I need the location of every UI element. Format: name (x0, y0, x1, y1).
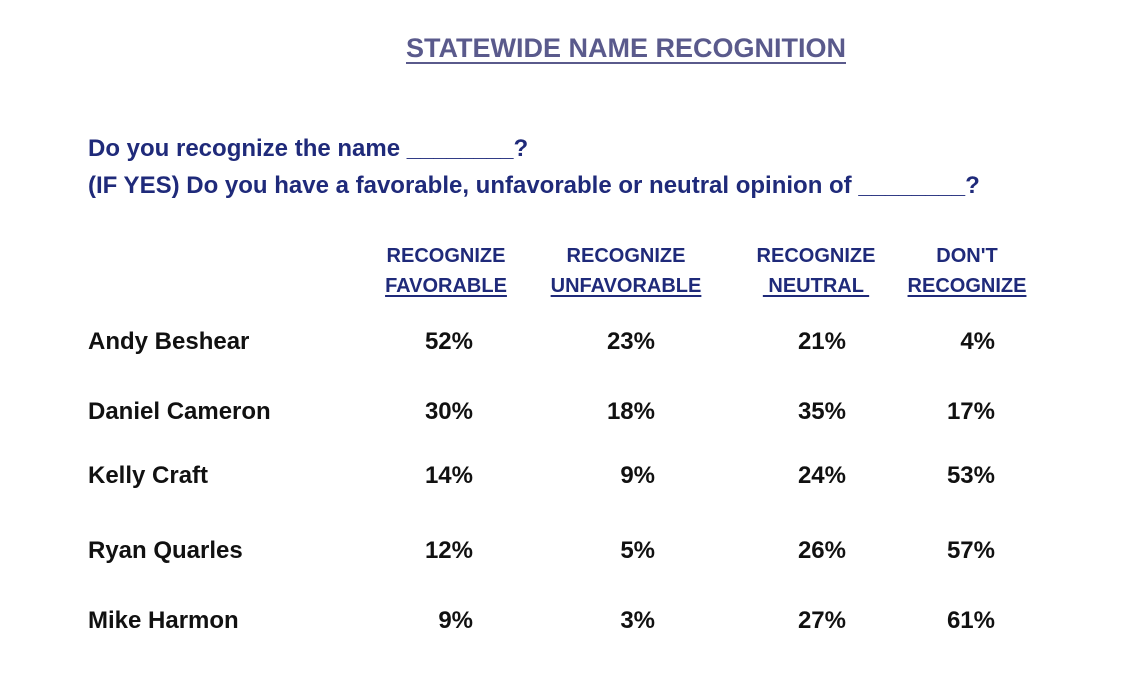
unfavorable-value: 23% (606, 328, 655, 355)
favorable-value: 52% (424, 328, 473, 355)
candidate-name: Daniel Cameron (88, 398, 271, 425)
column-header-recognize-favorable (366, 241, 526, 301)
favorable-value: 12% (424, 537, 473, 564)
neutral-value: 27% (797, 607, 846, 634)
column-header-line1: RECOGNIZE (566, 245, 686, 267)
column-header-line2: NEUTRAL (762, 275, 870, 297)
dont-recognize-value: 61% (946, 607, 995, 634)
column-header-line2: RECOGNIZE (907, 275, 1027, 297)
unfavorable-value: 18% (606, 398, 655, 425)
table-row (0, 462, 1140, 496)
column-header-line2: UNFAVORABLE (550, 275, 702, 297)
favorable-value: 9% (438, 607, 473, 634)
candidate-name: Andy Beshear (88, 328, 250, 355)
column-header-recognize-unfavorable (546, 241, 706, 301)
table-row (0, 328, 1140, 362)
favorable-value: 14% (424, 462, 473, 489)
table-row (0, 398, 1140, 432)
question-opinion: (IF YES) Do you have a favorable, unfavorable or neutral opinion of ________? (88, 172, 980, 199)
document-title: STATEWIDE NAME RECOGNITION (406, 33, 846, 63)
candidate-name: Mike Harmon (88, 607, 239, 634)
neutral-value: 24% (797, 462, 846, 489)
column-header-recognize-neutral (736, 241, 896, 301)
neutral-value: 35% (797, 398, 846, 425)
table-row (0, 607, 1140, 641)
column-header-line2: FAVORABLE (385, 275, 507, 297)
unfavorable-value: 9% (620, 462, 655, 489)
column-header-line1: RECOGNIZE (756, 245, 876, 267)
question-recognize: Do you recognize the name ________? (88, 135, 529, 162)
dont-recognize-value: 17% (946, 398, 995, 425)
dont-recognize-value: 4% (960, 328, 995, 355)
column-header-line1: DON'T (936, 245, 998, 267)
dont-recognize-value: 57% (946, 537, 995, 564)
dont-recognize-value: 53% (946, 462, 995, 489)
candidate-name: Ryan Quarles (88, 537, 243, 564)
column-header-line1: RECOGNIZE (386, 245, 506, 267)
table-row (0, 537, 1140, 571)
neutral-value: 21% (797, 328, 846, 355)
column-header-dont-recognize (887, 241, 1047, 301)
candidate-name: Kelly Craft (88, 462, 209, 489)
unfavorable-value: 3% (620, 607, 655, 634)
favorable-value: 30% (424, 398, 473, 425)
neutral-value: 26% (797, 537, 846, 564)
unfavorable-value: 5% (620, 537, 655, 564)
